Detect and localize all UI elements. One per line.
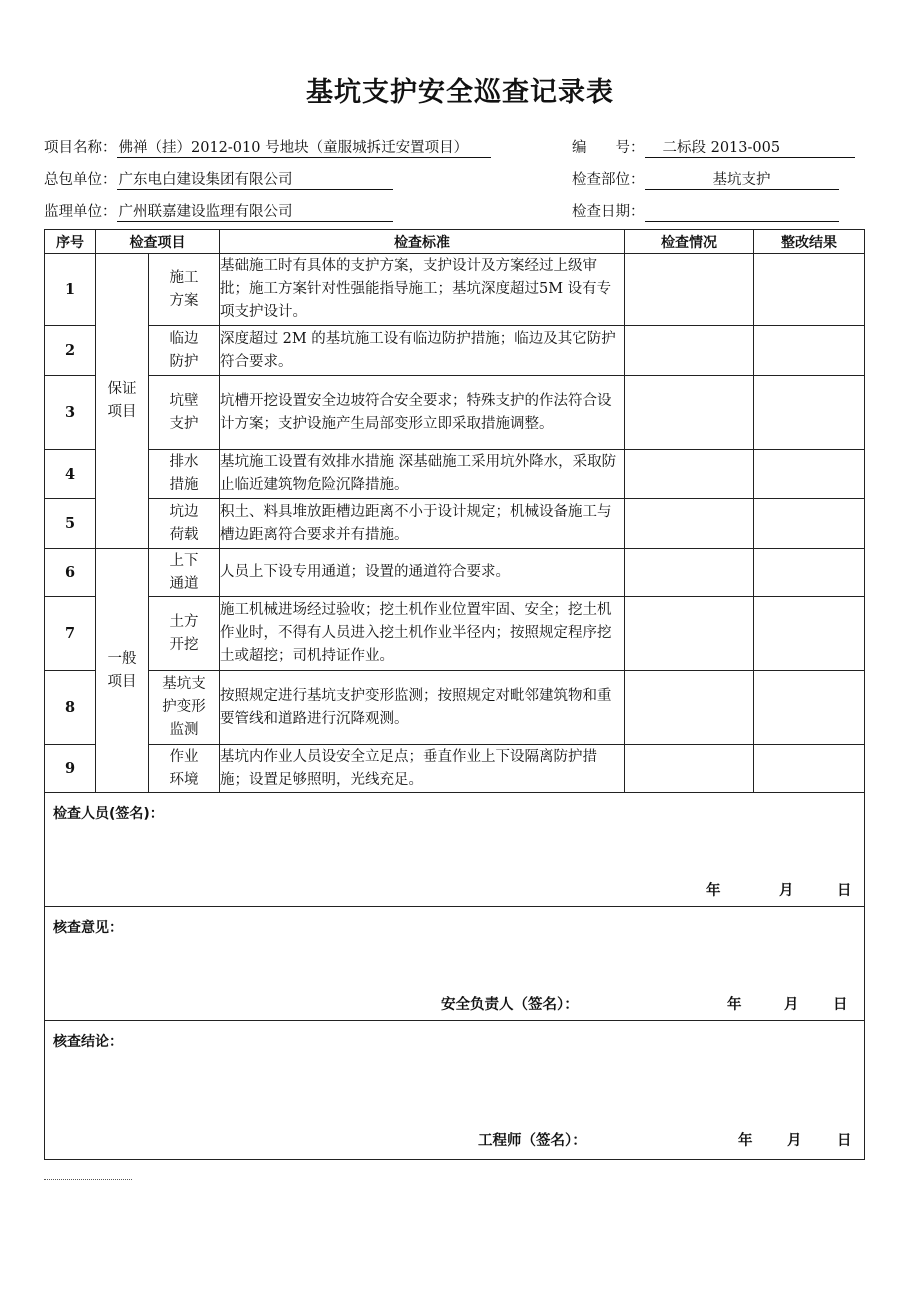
inspector-year: 年	[706, 883, 721, 899]
review-day: 日	[833, 997, 848, 1013]
table-row	[45, 376, 865, 450]
row-number: 5	[45, 499, 96, 549]
status-cell[interactable]	[625, 671, 754, 745]
result-cell[interactable]	[754, 745, 865, 793]
status-cell[interactable]	[625, 597, 754, 671]
table-header-row	[45, 230, 865, 254]
status-cell[interactable]	[625, 254, 754, 326]
row-number: 1	[45, 254, 96, 326]
conclusion-year: 年	[738, 1133, 753, 1149]
standard-text: 基坑内作业人员设安全立足点；垂直作业上下设隔离防护措施；设置足够照明，光线充足。	[220, 745, 625, 793]
review-signature-cell[interactable]	[45, 907, 865, 1021]
supervisor-label: 监理单位：	[44, 204, 117, 220]
safety-officer-label: 安全负责人（签名）：	[441, 997, 579, 1013]
page-title: 基坑支护安全巡查记录表	[306, 77, 614, 108]
row-number: 4	[45, 450, 96, 499]
status-cell[interactable]	[625, 376, 754, 450]
code-value: 二标段 2013-005	[645, 140, 855, 158]
standard-text: 按照规定进行基坑支护变形监测；按照规定对毗邻建筑物和重要管线和道路进行沉降观测。	[220, 671, 625, 745]
status-cell[interactable]	[625, 326, 754, 376]
item-name: 坑边 荷载	[149, 499, 220, 549]
contractor-label: 总包单位：	[44, 172, 117, 188]
standard-text: 基础施工时有具体的支护方案，支护设计及方案经过上级审批；施工方案针对性强能指导施工；基坑深度超过5M 设有专项支护设计。	[220, 254, 625, 326]
inspector-signature-cell[interactable]	[45, 793, 865, 907]
item-name: 上下 通道	[149, 549, 220, 597]
row-number: 9	[45, 745, 96, 793]
header-result: 整改结果	[754, 230, 865, 254]
row-number: 8	[45, 671, 96, 745]
inspector-label: 检查人员(签名)：	[53, 806, 164, 822]
item-name: 土方 开挖	[149, 597, 220, 671]
review-year: 年	[727, 997, 742, 1013]
supervisor-line	[44, 200, 393, 222]
category-guarantee: 保证 项目	[96, 254, 149, 549]
engineer-label: 工程师（签名）：	[478, 1133, 587, 1149]
location-label: 检查部位：	[572, 172, 645, 188]
table-row	[45, 450, 865, 499]
inspector-month: 月	[779, 883, 794, 899]
review-label: 核查意见：	[53, 920, 123, 936]
date-label: 检查日期：	[572, 204, 645, 220]
review-month: 月	[784, 997, 799, 1013]
conclusion-signature-cell[interactable]	[45, 1021, 865, 1160]
row-number: 6	[45, 549, 96, 597]
contractor-line	[44, 168, 393, 190]
project-name-value: 佛禅（挂）2012-010 号地块（童服城拆迁安置项目）	[117, 140, 491, 158]
conclusion-label: 核查结论：	[53, 1034, 123, 1050]
item-name: 基坑支 护变形 监测	[149, 671, 220, 745]
table-row	[45, 254, 865, 326]
date-value	[645, 204, 839, 222]
standard-text: 人员上下设专用通道；设置的通道符合要求。	[220, 549, 625, 597]
status-cell[interactable]	[625, 549, 754, 597]
inspector-day: 日	[837, 883, 852, 899]
standard-text: 施工机械进场经过验收；挖土机作业位置牢固、安全；挖土机作业时，不得有人员进入挖土机作业半径内；按照规定程序挖土或超挖；司机持证作业。	[220, 597, 625, 671]
status-cell[interactable]	[625, 450, 754, 499]
header-seq: 序号	[45, 230, 96, 254]
conclusion-day: 日	[837, 1133, 852, 1149]
row-number: 3	[45, 376, 96, 450]
item-name: 临边 防护	[149, 326, 220, 376]
row-number: 2	[45, 326, 96, 376]
header-standard: 检查标准	[220, 230, 625, 254]
category-general: 一般 项目	[96, 549, 149, 793]
location-line	[572, 168, 839, 190]
result-cell[interactable]	[754, 597, 865, 671]
table-row	[45, 745, 865, 793]
item-name: 施工 方案	[149, 254, 220, 326]
item-name: 排水 措施	[149, 450, 220, 499]
table-row	[45, 671, 865, 745]
code-line	[572, 136, 855, 158]
table-row	[45, 549, 865, 597]
standard-text: 坑槽开挖设置安全边坡符合安全要求；特殊支护的作法符合设计方案；支护设施产生局部变形立即采取措施调整。	[220, 376, 625, 450]
footer-dotted-line	[44, 1179, 132, 1180]
result-cell[interactable]	[754, 450, 865, 499]
location-value: 基坑支护	[645, 172, 839, 190]
result-cell[interactable]	[754, 671, 865, 745]
header-item: 检查项目	[96, 230, 220, 254]
supervisor-value: 广州联嘉建设监理有限公司	[117, 204, 393, 222]
item-name: 作业 环境	[149, 745, 220, 793]
conclusion-month: 月	[787, 1133, 802, 1149]
project-name-label: 项目名称：	[44, 140, 117, 156]
status-cell[interactable]	[625, 745, 754, 793]
result-cell[interactable]	[754, 499, 865, 549]
item-name: 坑壁 支护	[149, 376, 220, 450]
standard-text: 基坑施工设置有效排水措施 深基础施工采用坑外降水，采取防止临近建筑物危险沉降措施。	[220, 450, 625, 499]
date-line	[572, 200, 839, 222]
review-signature-row	[45, 907, 865, 1021]
standard-text: 深度超过 2M 的基坑施工设有临边防护措施；临边及其它防护符合要求。	[220, 326, 625, 376]
inspection-table	[44, 229, 865, 1160]
header-status: 检查情况	[625, 230, 754, 254]
result-cell[interactable]	[754, 254, 865, 326]
table-row	[45, 326, 865, 376]
status-cell[interactable]	[625, 499, 754, 549]
table-row	[45, 597, 865, 671]
standard-text: 积土、料具堆放距槽边距离不小于设计规定；机械设备施工与槽边距离符合要求并有措施。	[220, 499, 625, 549]
row-number: 7	[45, 597, 96, 671]
contractor-value: 广东电白建设集团有限公司	[117, 172, 393, 190]
inspector-signature-row	[45, 793, 865, 907]
code-label: 编 号：	[572, 140, 645, 156]
project-name-line	[44, 136, 491, 158]
result-cell[interactable]	[754, 326, 865, 376]
result-cell[interactable]	[754, 376, 865, 450]
table-row	[45, 499, 865, 549]
result-cell[interactable]	[754, 549, 865, 597]
conclusion-signature-row	[45, 1021, 865, 1160]
